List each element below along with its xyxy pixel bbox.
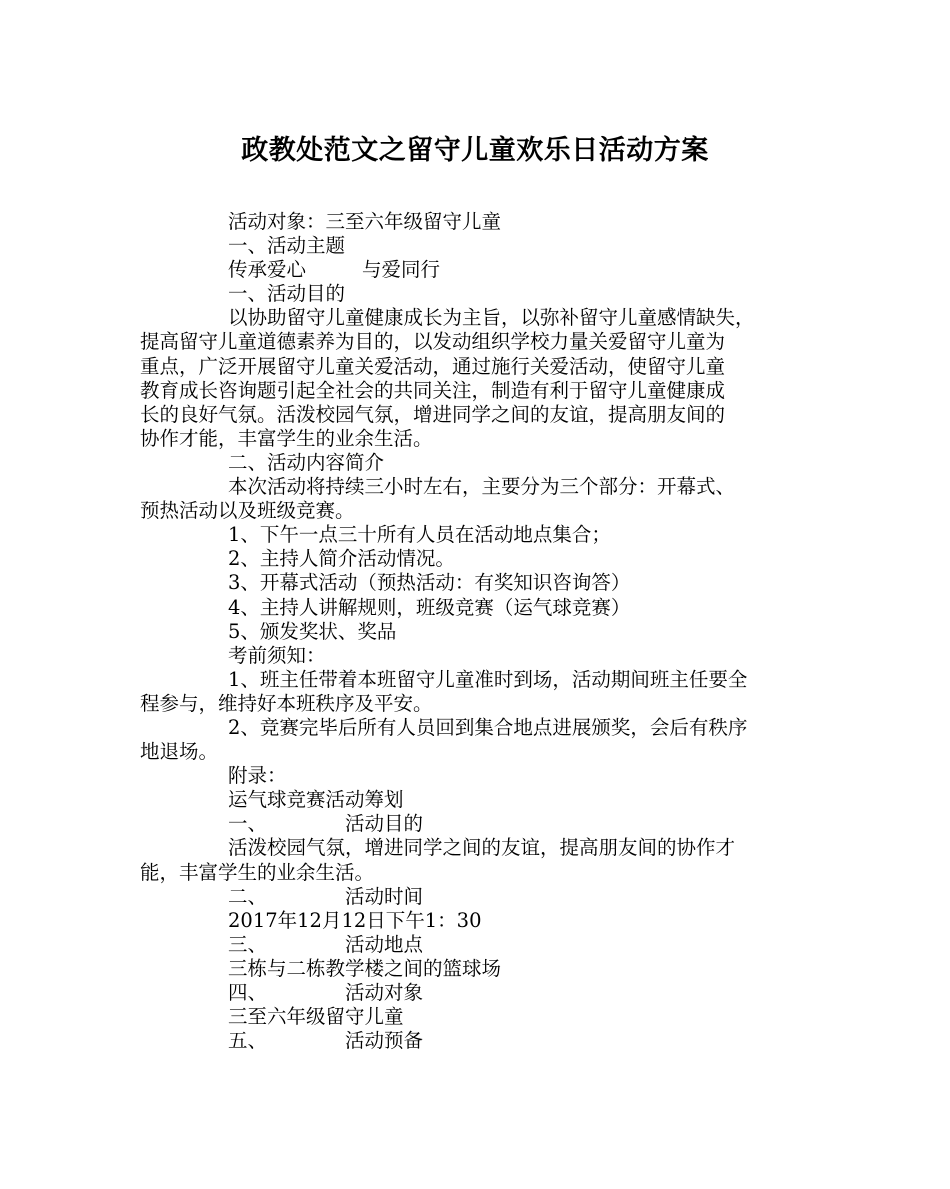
paragraph-line: 长的良好气氛。活泼校园气氛，增进同学之间的友谊，提高朋友间的 xyxy=(140,402,726,426)
paragraph-line: 能，丰富学生的业余生活。 xyxy=(140,860,375,884)
appendix-section-heading xyxy=(140,981,830,1005)
list-item: 2、竞赛完毕后所有人员回到集合地点进展颁奖，会后有秩序 xyxy=(228,715,748,739)
appendix-section-heading xyxy=(140,933,830,957)
section-number: 二、 xyxy=(228,884,268,908)
paragraph-line: 地退场。 xyxy=(140,740,219,764)
appendix-section-heading xyxy=(140,1029,830,1053)
paragraph-line: 重点，广泛开展留守儿童关爱活动，通过施行关爱活动，使留守儿童 xyxy=(140,354,726,378)
document-body xyxy=(140,210,830,1053)
section-label: 活动对象 xyxy=(345,981,424,1004)
theme-part-2: 与爱同行 xyxy=(362,258,441,282)
notes-heading: 考前须知： xyxy=(228,643,326,667)
location-line: 三栋与二栋教学楼之间的篮球场 xyxy=(228,956,502,980)
date-line: 2017年12月12日下午1：30 xyxy=(228,908,482,932)
paragraph-line: 协作才能，丰富学生的业余生活。 xyxy=(140,426,433,450)
section-heading: 一、活动主题 xyxy=(228,234,346,258)
section-number: 四、 xyxy=(228,981,268,1004)
paragraph-line: 以协助留守儿童健康成长为主旨，以弥补留守儿童感情缺失， xyxy=(228,306,755,330)
appendix-title: 运气球竞赛活动筹划 xyxy=(228,788,404,812)
target-line: 三至六年级留守儿童 xyxy=(228,1005,404,1029)
theme-line xyxy=(140,258,830,282)
list-item: 2、主持人简介活动情况。 xyxy=(228,547,455,571)
document-title: 政教处范文之留守儿童欢乐日活动方案 xyxy=(241,135,709,166)
activity-target-line: 活动对象：三至六年级留守儿童 xyxy=(228,210,502,233)
appendix-heading: 附录： xyxy=(228,764,287,788)
section-number: 三、 xyxy=(228,932,268,956)
theme-part-1: 传承爱心 xyxy=(228,258,307,282)
section-label: 活动预备 xyxy=(345,1029,424,1053)
section-heading: 一、活动目的 xyxy=(228,282,346,306)
appendix-section-heading xyxy=(140,812,830,836)
paragraph-line: 活泼校园气氛，增进同学之间的友谊，提高朋友间的协作才 xyxy=(228,836,736,860)
section-number: 一、 xyxy=(228,812,268,836)
list-item: 3、开幕式活动（预热活动：有奖知识咨询答） xyxy=(228,571,631,595)
appendix-section-heading xyxy=(140,885,830,909)
list-item: 1、班主任带着本班留守儿童准时到场，活动期间班主任要全 xyxy=(228,667,748,691)
paragraph-line: 本次活动将持续三小时左右，主要分为三个部分：开幕式、 xyxy=(228,475,736,499)
section-label: 活动时间 xyxy=(345,884,424,908)
paragraph-line: 教育成长咨询题引起全社会的共同关注，制造有利于留守儿童健康成 xyxy=(140,378,726,402)
list-item: 4、主持人讲解规则，班级竞赛（运气球竞赛） xyxy=(228,595,631,619)
list-item: 5、颁发奖状、奖品 xyxy=(228,619,397,643)
paragraph-line: 预热活动以及班级竞赛。 xyxy=(140,499,355,523)
section-heading: 二、活动内容简介 xyxy=(228,450,385,474)
section-label: 活动目的 xyxy=(345,812,424,836)
paragraph-line: 提高留守儿童道德素养为目的，以发动组织学校力量关爱留守儿童为 xyxy=(140,330,726,354)
list-item: 1、下午一点三十所有人员在活动地点集合； xyxy=(228,523,611,547)
section-number: 五、 xyxy=(228,1029,268,1053)
paragraph-line: 程参与，维持好本班秩序及平安。 xyxy=(140,691,433,715)
section-label: 活动地点 xyxy=(345,932,424,956)
